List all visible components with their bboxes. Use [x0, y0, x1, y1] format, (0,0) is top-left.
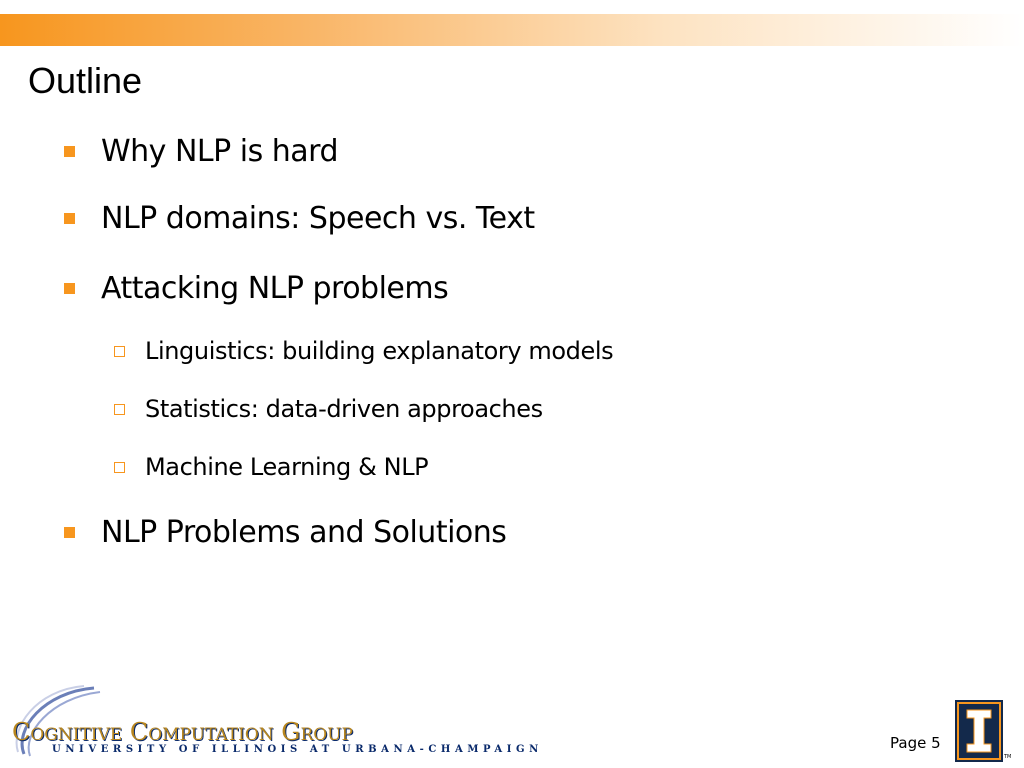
hollow-square-bullet-icon: [114, 462, 125, 473]
page-number: Page 5: [890, 734, 941, 752]
sub-bullet-text: Linguistics: building explanatory models: [145, 337, 614, 365]
logo-title: Cognitive Computation Group: [12, 718, 353, 746]
square-bullet-icon: [64, 146, 75, 157]
bullet-text: NLP Problems and Solutions: [101, 515, 507, 550]
bullet-item: [64, 515, 506, 550]
bullet-text: Why NLP is hard: [101, 134, 338, 169]
bullet-text: NLP domains: Speech vs. Text: [101, 201, 535, 236]
square-bullet-icon: [64, 213, 75, 224]
hollow-square-bullet-icon: [114, 404, 125, 415]
cognitive-computation-group-logo: [4, 684, 543, 764]
bullet-item: [64, 201, 535, 236]
sub-bullet-item: [114, 395, 543, 423]
sub-bullet-item: [114, 453, 428, 481]
sub-bullet-text: Machine Learning & NLP: [145, 453, 429, 481]
square-bullet-icon: [64, 283, 75, 294]
hollow-square-bullet-icon: [114, 346, 125, 357]
logo-subtitle: UNIVERSITY OF ILLINOIS AT URBANA-CHAMPAIGN: [52, 744, 543, 755]
bullet-item: [64, 134, 338, 169]
bullet-text: Attacking NLP problems: [101, 271, 449, 306]
slide-title: Outline: [28, 60, 143, 101]
university-block-i-icon: [955, 700, 1003, 762]
square-bullet-icon: [64, 527, 75, 538]
bullet-item: [64, 271, 448, 306]
sub-bullet-item: [114, 337, 613, 365]
trademark-mark: TM: [1004, 754, 1012, 760]
sub-bullet-text: Statistics: data-driven approaches: [145, 395, 543, 423]
